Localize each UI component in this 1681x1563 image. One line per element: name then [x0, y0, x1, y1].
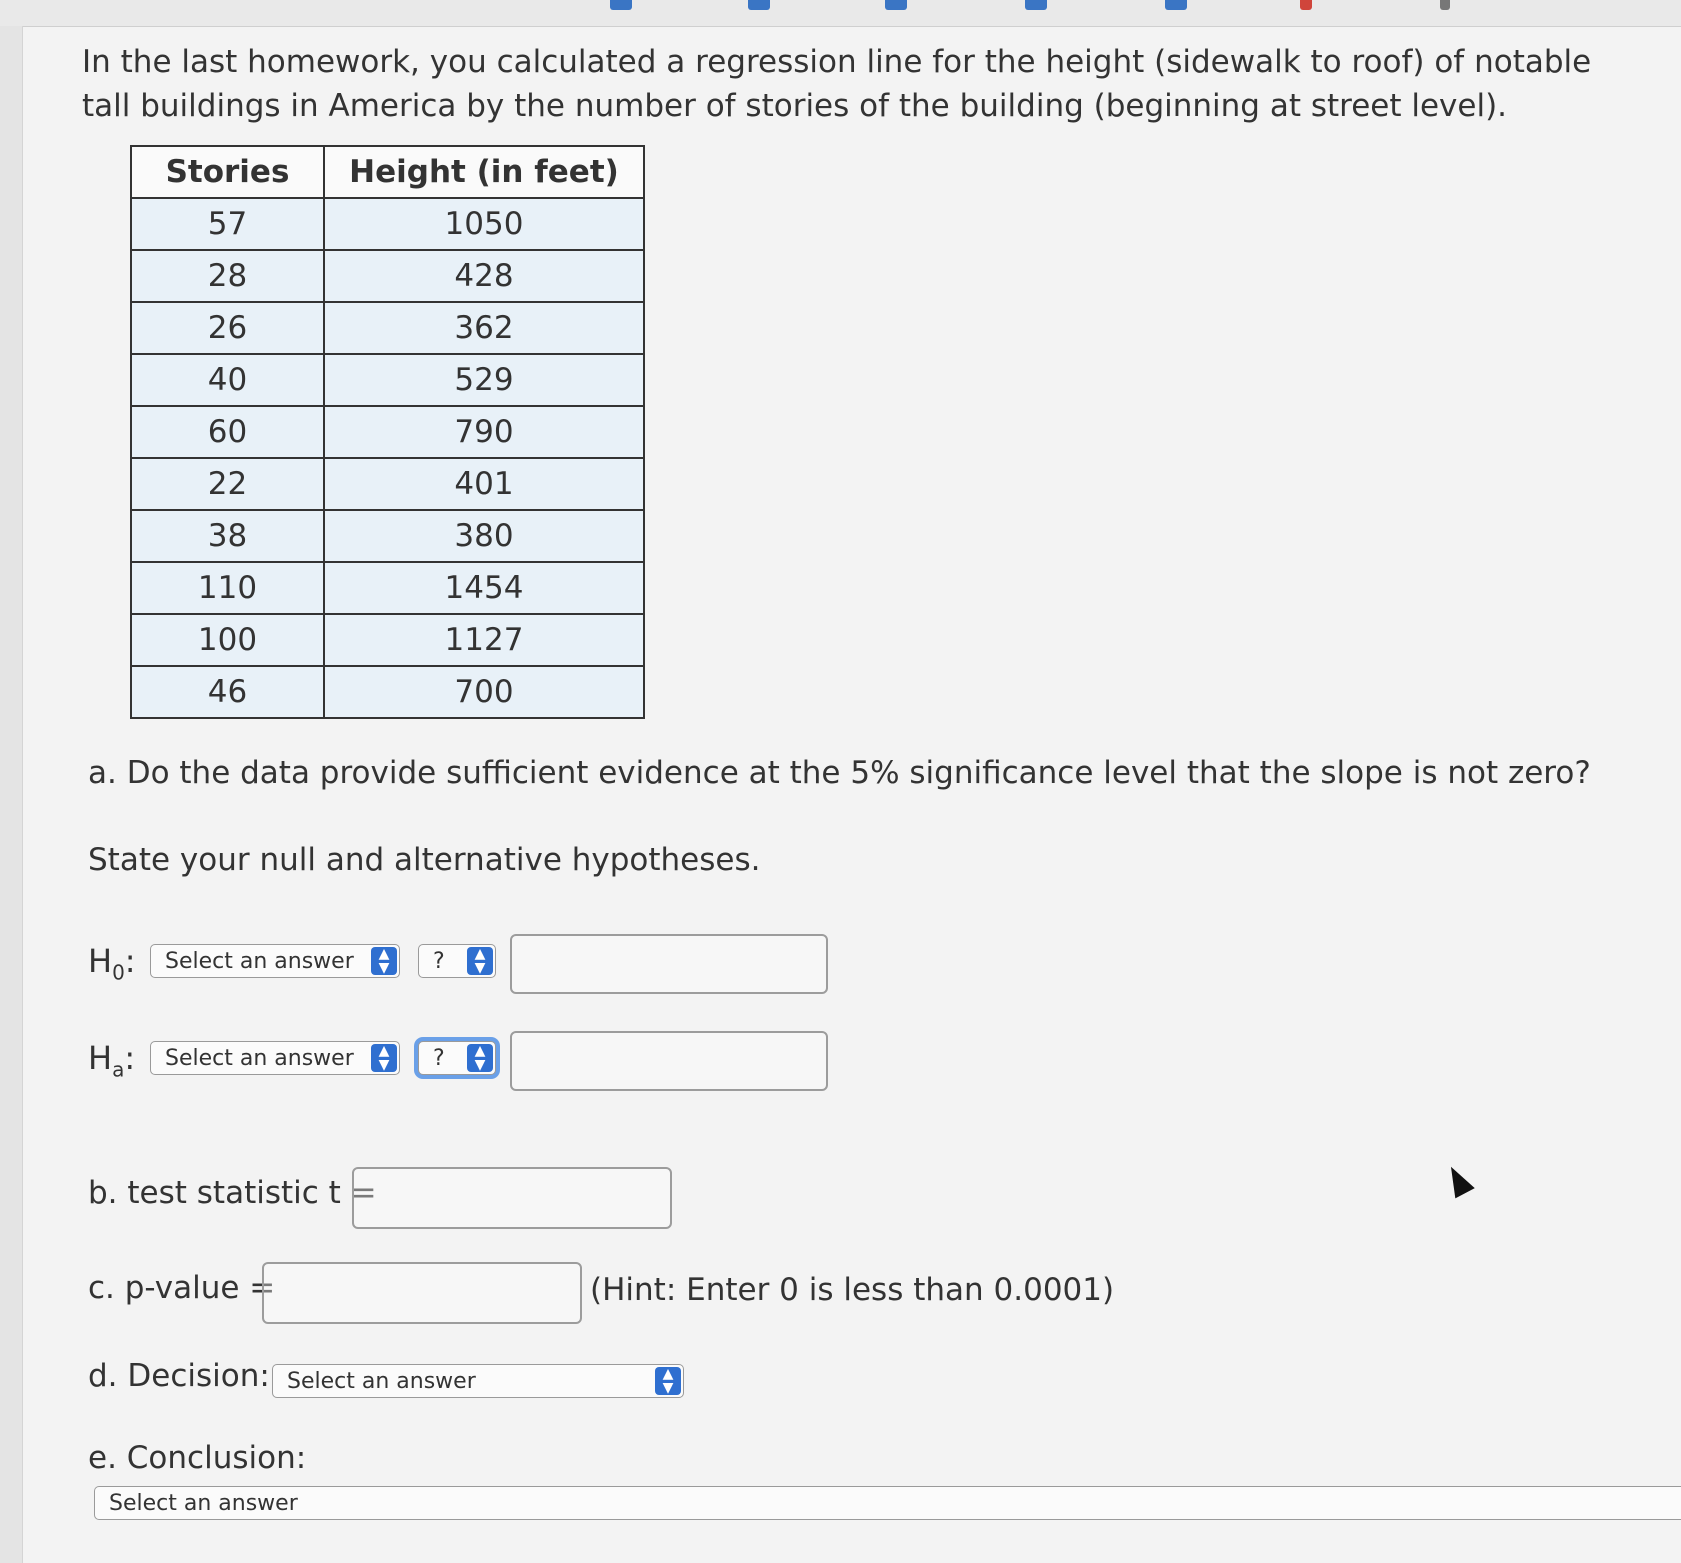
h0-value-input[interactable] — [510, 934, 828, 994]
ha-operator-select-value: ? — [433, 1046, 445, 1071]
table-row — [131, 614, 644, 666]
cell-height: 529 — [324, 354, 644, 406]
decision-select-value: Select an answer — [287, 1369, 476, 1394]
table-row — [131, 406, 644, 458]
cell-stories: 22 — [131, 458, 324, 510]
table-row — [131, 666, 644, 718]
cell-stories: 110 — [131, 562, 324, 614]
h0-operator-select-value: ? — [433, 949, 445, 974]
toolbar-marker — [1300, 0, 1312, 10]
browser-top-strip — [0, 0, 1681, 27]
conclusion-label: e. Conclusion: — [88, 1440, 307, 1476]
select-arrows-icon: ▲ ▼ — [371, 947, 397, 975]
table-row — [131, 458, 644, 510]
h0-label: $H_0$: — [88, 942, 136, 985]
ha-operator-select[interactable] — [418, 1041, 496, 1075]
cell-stories: 40 — [131, 354, 324, 406]
intro-text: In the last homework, you calculated a regression line for the height (sidewalk to roof) of notable tall buildings in America by the number of stories of the building (beginning at street level). — [82, 44, 1592, 124]
toolbar-marker — [1165, 0, 1187, 10]
column-header-height: Height (in feet) — [324, 146, 644, 198]
table-row — [131, 198, 644, 250]
mouse-cursor-icon — [1441, 1162, 1475, 1199]
table-row — [131, 510, 644, 562]
table-row — [131, 562, 644, 614]
h0-row — [88, 934, 848, 992]
toolbar-marker — [748, 0, 770, 10]
select-arrows-icon: ▲ ▼ — [655, 1367, 681, 1395]
question-a: a. Do the data provide sufficient evidence at the 5% significance level that the slope is not zero? — [88, 755, 1591, 791]
cell-stories: 26 — [131, 302, 324, 354]
cell-stories: 100 — [131, 614, 324, 666]
select-arrows-icon: ▲ ▼ — [371, 1044, 397, 1072]
decision-label: d. Decision: — [88, 1358, 270, 1394]
ha-label-sub: a — [112, 1057, 125, 1082]
cell-height: 700 — [324, 666, 644, 718]
h0-label-letter: H — [88, 942, 113, 980]
table-row — [131, 250, 644, 302]
cell-height: 1454 — [324, 562, 644, 614]
h0-label-sub: 0 — [112, 960, 125, 985]
p-value-input[interactable] — [262, 1262, 582, 1324]
test-statistic-label: b. test statistic t = — [88, 1175, 377, 1211]
cell-height: 1127 — [324, 614, 644, 666]
cell-stories: 46 — [131, 666, 324, 718]
select-arrows-icon: ▲ ▼ — [467, 1044, 493, 1072]
question-intro — [82, 40, 1602, 128]
ha-label-letter: H — [88, 1039, 113, 1077]
cell-stories: 57 — [131, 198, 324, 250]
cell-height: 1050 — [324, 198, 644, 250]
toolbar-marker — [610, 0, 632, 10]
test-statistic-input[interactable] — [352, 1167, 672, 1229]
cell-height: 380 — [324, 510, 644, 562]
state-hypotheses-text: State your null and alternative hypotheses. — [88, 842, 761, 878]
conclusion-select-value: Select an answer — [109, 1491, 298, 1516]
table-row — [131, 302, 644, 354]
cell-height: 428 — [324, 250, 644, 302]
ha-label: $H_a$: — [88, 1039, 136, 1082]
toolbar-marker — [1440, 0, 1450, 10]
ha-parameter-select[interactable] — [150, 1041, 400, 1075]
table-header-row — [131, 146, 644, 198]
ha-value-input[interactable] — [510, 1031, 828, 1091]
h0-parameter-select[interactable] — [150, 944, 400, 978]
data-table — [130, 145, 645, 719]
cell-stories: 28 — [131, 250, 324, 302]
toolbar-marker — [1025, 0, 1047, 10]
p-value-hint: (Hint: Enter 0 is less than 0.0001) — [590, 1272, 1115, 1308]
ha-row — [88, 1031, 848, 1089]
conclusion-select[interactable] — [94, 1486, 1681, 1520]
p-value-label: c. p-value = — [88, 1270, 276, 1306]
decision-select[interactable] — [272, 1364, 684, 1398]
select-arrows-icon: ▲ ▼ — [467, 947, 493, 975]
toolbar-marker — [885, 0, 907, 10]
cell-stories: 60 — [131, 406, 324, 458]
table-row — [131, 354, 644, 406]
left-edge — [0, 26, 23, 1563]
cell-stories: 38 — [131, 510, 324, 562]
h0-parameter-select-value: Select an answer — [165, 949, 354, 974]
ha-parameter-select-value: Select an answer — [165, 1046, 354, 1071]
h0-operator-select[interactable] — [418, 944, 496, 978]
cell-height: 790 — [324, 406, 644, 458]
cell-height: 401 — [324, 458, 644, 510]
column-header-stories: Stories — [131, 146, 324, 198]
cell-height: 362 — [324, 302, 644, 354]
